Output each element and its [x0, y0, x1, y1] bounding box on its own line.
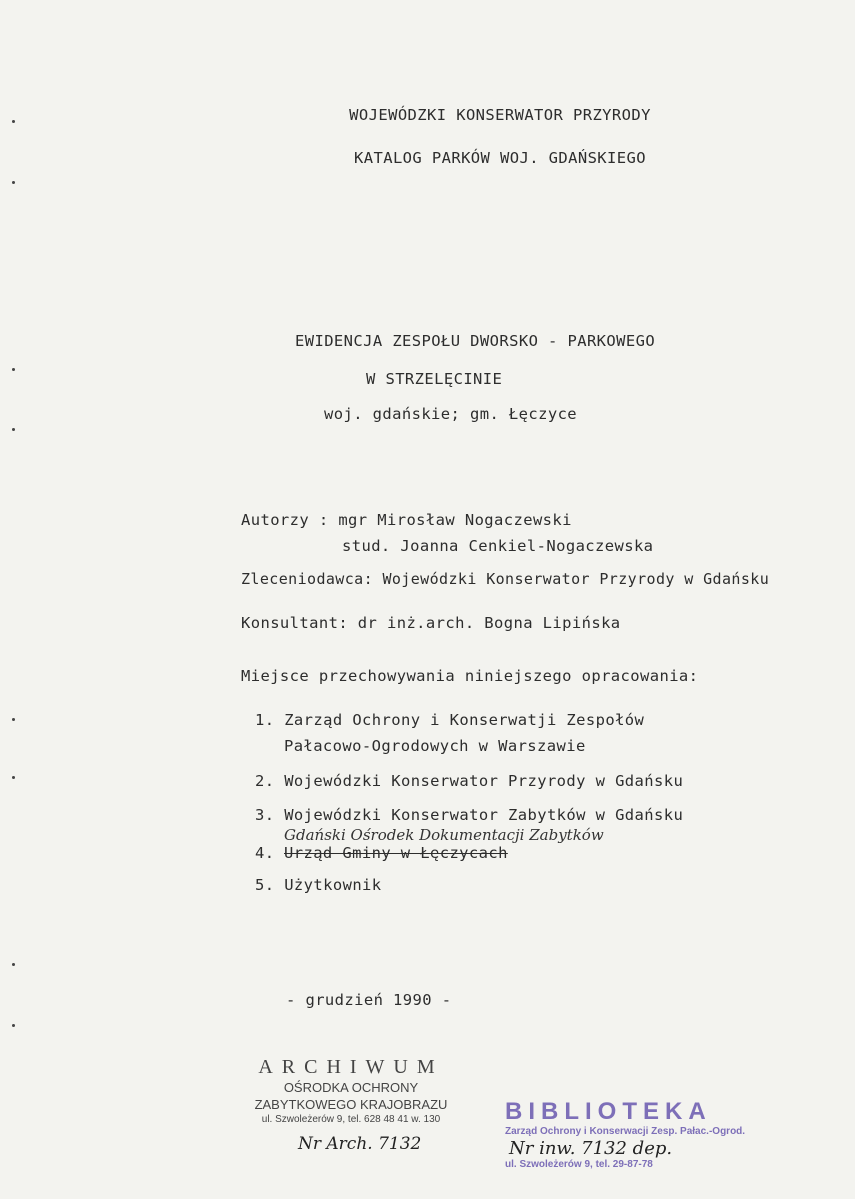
date-line: - grudzień 1990 - — [286, 991, 452, 1009]
client-line: Zleceniodawca: Wojewódzki Konserwator Przyrody w Gdańsku — [241, 570, 770, 588]
header-line-2: KATALOG PARKÓW WOJ. GDAŃSKIEGO — [354, 149, 646, 167]
storage-item-4-struck: Urząd Gminy w Łęczycach — [284, 844, 508, 862]
authors-line-2: stud. Joanna Cenkiel-Nogaczewska — [342, 537, 654, 555]
title-line-1: EWIDENCJA ZESPOŁU DWORSKO - PARKOWEGO — [295, 332, 656, 350]
storage-item-3: 3. Wojewódzki Konserwator Zabytków w Gdańsku — [255, 806, 684, 824]
margin-dot — [12, 776, 15, 779]
title-line-3: woj. gdańskie; gm. Łęczyce — [324, 405, 578, 423]
storage-item-3-handwritten: Gdański Ośrodek Dokumentacji Zabytków — [284, 826, 604, 844]
margin-dot — [12, 963, 15, 966]
library-stamp-title: BIBLIOTEKA — [505, 1098, 712, 1125]
header-line-1: WOJEWÓDZKI KONSERWATOR PRZYRODY — [349, 106, 651, 124]
storage-heading: Miejsce przechowywania niniejszego opracowania: — [241, 667, 699, 685]
library-stamp-line-2: Zarząd Ochrony i Konserwacji Zesp. Pałac.-Ogrod. — [505, 1126, 746, 1137]
margin-dot — [12, 1024, 15, 1027]
storage-item-1: 1. Zarząd Ochrony i Konserwatji Zespołów — [255, 711, 645, 729]
archive-stamp-line-2: OŚRODKA OCHRONY — [283, 1080, 419, 1095]
margin-dot — [12, 718, 15, 721]
library-stamp — [505, 1098, 765, 1170]
margin-dot — [12, 368, 15, 371]
archive-stamp-title: ARCHIWUM — [258, 1056, 444, 1078]
storage-item-5: 5. Użytkownik — [255, 876, 382, 894]
archive-stamp — [246, 1056, 456, 1127]
margin-dot — [12, 181, 15, 184]
storage-item-2: 2. Wojewódzki Konserwator Przyrody w Gdańsku — [255, 772, 684, 790]
consultant-line: Konsultant: dr inż.arch. Bogna Lipińska — [241, 614, 621, 632]
storage-item-1-cont: Pałacowo-Ogrodowych w Warszawie — [284, 737, 586, 755]
library-number-handwritten: Nr inw. 7132 dep. — [509, 1138, 673, 1159]
archive-stamp-line-3: ZABYTKOWEGO KRAJOBRAZU — [254, 1097, 448, 1112]
title-line-2: W STRZELĘCINIE — [366, 370, 503, 388]
authors-line-1: Autorzy : mgr Mirosław Nogaczewski — [241, 511, 572, 529]
archive-stamp-address: ul. Szwoleżerów 9, tel. 628 48 41 w. 130 — [261, 1114, 441, 1125]
archive-number-handwritten: Nr Arch. 7132 — [298, 1134, 422, 1154]
margin-dot — [12, 428, 15, 431]
margin-dot — [12, 120, 15, 123]
library-stamp-address: ul. Szwoleżerów 9, tel. 29-87-78 — [505, 1159, 653, 1170]
storage-item-4-number: 4. — [255, 844, 275, 862]
